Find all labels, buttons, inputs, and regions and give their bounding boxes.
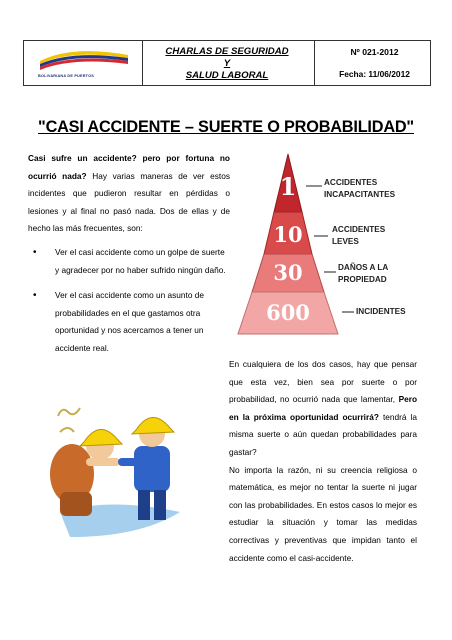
left-column — [28, 150, 230, 366]
pyramid-label-4: INCIDENTES — [356, 307, 406, 316]
intro-paragraph — [28, 150, 230, 238]
header-title-line3: SALUD LABORAL — [185, 70, 269, 81]
right-column — [229, 356, 417, 567]
page-title: "CASI ACCIDENTE – SUERTE O PROBABILIDAD" — [38, 118, 414, 136]
worker-standing — [118, 417, 174, 520]
company-logo — [32, 47, 136, 79]
logo-caption: BOLIVARIANA DE PUERTOS — [38, 74, 95, 78]
pyramid-label-2: ACCIDENTES LEVES — [332, 225, 386, 246]
bullet-list — [28, 244, 230, 358]
header-title-line1: CHARLAS DE SEGURIDAD — [165, 46, 289, 57]
header-divider — [314, 41, 315, 85]
conclusion-paragraph — [229, 356, 417, 462]
pyramid-number-3: 30 — [273, 260, 303, 285]
header-title-line2: Y — [223, 58, 231, 69]
bullet-item-luck: • Ver el casi accidente como un golpe de suerte y agradecer por no haber sufrido ningún daño. — [28, 244, 230, 279]
header-divider — [142, 41, 143, 85]
conclusion-text: En cualquiera de los dos casos, hay que pensar que esta vez, bien sea por suerte o por probabilidad, no ocurrió nada que lamentar, — [229, 359, 417, 405]
document-number: Nº 021-2012 — [350, 47, 399, 57]
document-date: Fecha: 11/06/2012 — [339, 69, 410, 79]
header-title — [148, 46, 306, 82]
pyramid-number-2: 10 — [273, 222, 303, 247]
conclusion-text-end: tendrá la misma suerte o aún quedan probabilidades para gastar? — [229, 411, 417, 457]
intro-question: Casi sufre un accidente? pero por fortuna no ocurrió nada? — [28, 153, 230, 181]
bullet-item-probability: • Ver el casi accidente como un asunto de probabilidades en el que gastamos otra oportunidad y nos acercamos a tener un accidente real. — [28, 287, 230, 357]
pyramid-label-3: DAÑOS A LA PROPIEDAD — [338, 263, 389, 284]
pyramid-number-1: 1 — [279, 172, 297, 201]
advice-paragraph: No importa la razón, ni su creencia religiosa o matemática, es mejor no tentar la suerte ni jugar con las probabilidades. En estos casos lo mejor es estudiar la situación y tomar las medidas correctivas y preventivas que impidan tanto el accidente como el casi-accidente. — [229, 464, 417, 563]
pyramid-number-4: 600 — [266, 300, 310, 325]
intro-text: Hay varias maneras de ver estos incidentes que pudieron resultar en pérdidas o lesiones y al final no pasó nada. Dos de ellas y de hecho las más frecuentes, son: — [28, 170, 230, 234]
pyramid-label-1: ACCIDENTES INCAPACITANTES — [324, 178, 396, 199]
workers-illustration — [30, 362, 220, 552]
accident-pyramid — [228, 152, 428, 342]
worker-crouching — [50, 429, 122, 516]
conclusion-question: Pero en la próxima oportunidad ocurrirá? — [229, 394, 418, 422]
doodle-marks — [58, 408, 80, 432]
document-header — [23, 40, 431, 86]
